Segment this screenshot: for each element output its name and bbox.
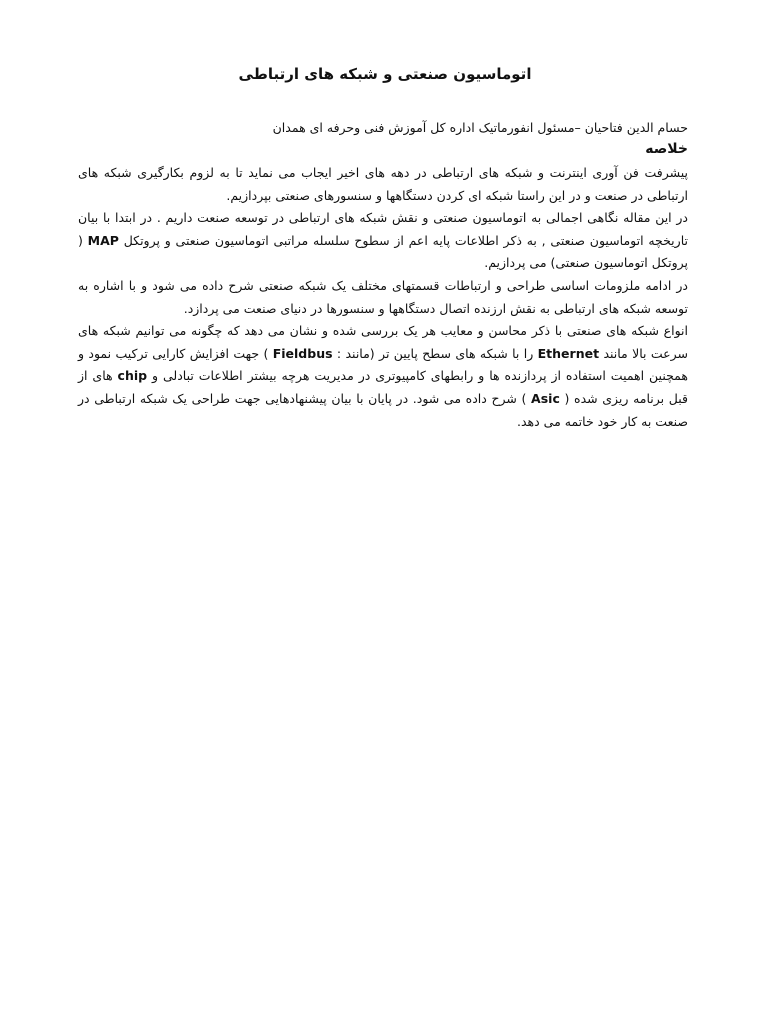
term-chip: chip	[117, 368, 148, 384]
abstract-heading: خلاصه	[645, 141, 688, 157]
paragraph-text: ( پروتکل اتوماسیون صنعتی) می پردازیم.	[78, 232, 688, 271]
abstract-paragraph-3	[78, 275, 688, 320]
term-fieldbus: Fieldbus	[272, 345, 333, 361]
term-ethernet: Ethernet	[537, 345, 600, 361]
paper-title: اتوماسیون صنعتی و شبکه های ارتباطی	[238, 65, 532, 83]
abstract-paragraph-2	[78, 207, 688, 275]
paragraph-text: را با شبکه های سطح پایین تر (مانند :	[336, 345, 534, 361]
author-line: حسام الدین فتاحیان –مسئول انفورماتیک اداره کل آموزش فنی وحرفه ای همدان	[272, 120, 688, 135]
paragraph-text: در این مقاله نگاهی اجمالی به اتوماسیون صنعتی و نقش شبکه های ارتباطی در توسعه صنعت داریم . در ابتدا با بیان تاریخچه اتوماسیون صنعتی , به ذکر اطلاعات پایه اعم از سطوح سلسله مراتبی اتوماسیون صنعتی و پروتکل	[78, 210, 688, 248]
term-map: MAP	[87, 232, 119, 248]
abstract-paragraph-1	[78, 162, 688, 207]
paragraph-text: ) جهت افزایش کارایی ترکیب نمود و همچنین اهمیت استفاده از پردازنده ها و رابطهای کامپیوتری در مدیریت هرچه بیشتر اطلاعات تبادلی و	[78, 345, 688, 384]
abstract-paragraph-4	[78, 320, 688, 433]
abstract-body	[78, 162, 688, 433]
paragraph-text: در ادامه ملزومات اساسی طراحی و ارتباطات قسمتهای مختلف یک شبکه صنعتی شرح داده می شود و با اشاره به توسعه شبکه های ارتباطی به نقش ارزنده اتصال دستگاهها و سنسورها در دنیای صنعت می پردازد.	[78, 277, 688, 316]
term-asic: Asic	[531, 390, 560, 406]
paragraph-text: پیشرفت فن آوری اینترنت و شبکه های ارتباطی در دهه های اخیر ایجاب می نماید تا به لزوم بکارگیری شبکه های ارتباطی در صنعت و در این راستا شبکه ای کردن دستگاهها و سنسورهای صنعتی بپردازیم.	[78, 165, 688, 203]
paragraph-text: ) شرح داده می شود. در پایان با بیان پیشنهادهایی جهت طراحی یک شبکه ارتباطی در صنعت به کار خود خاتمه می دهد.	[78, 390, 688, 429]
paragraph-text: های از قبل برنامه ریزی شده (	[78, 368, 688, 406]
paragraph-text: انواع شبکه های صنعتی با ذکر محاسن و معایب هر یک بررسی شده و نشان می دهد که چگونه می توانیم شبکه های سرعت بالا مانند	[78, 323, 688, 361]
